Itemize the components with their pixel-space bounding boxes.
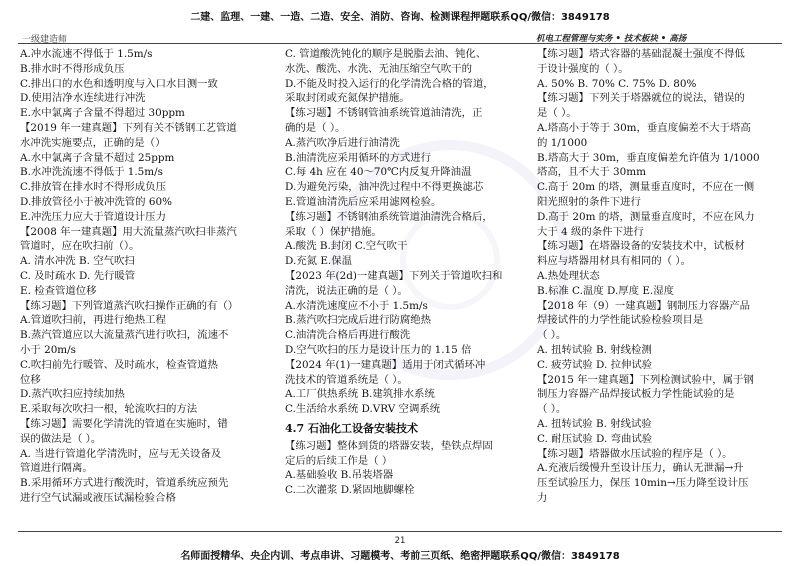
text-line: 阳光照射的条件下进行: [537, 195, 641, 208]
text-line: A.充液后缓慢升至设计压力，确认无泄漏→升: [537, 462, 744, 475]
text-line: A. 扭转试验 B. 射线试验: [537, 417, 652, 430]
text-line: A. 扭转试验 B. 射线检测: [537, 343, 652, 356]
text-line: B.塔高大于 30m，垂直度偏差允许值为 1/1000: [537, 151, 760, 164]
text-line: A. 当进行管道化学清洗时，应与无关设备及: [20, 447, 222, 460]
text-line: C.油清洗合格后再进行酸洗: [285, 329, 411, 342]
text-line: （ ）。: [537, 329, 567, 342]
text-line: A.水中氯离子含量不超过 25ppm: [20, 151, 175, 164]
text-line: 【2015 年一建真题】下列检测试验中，属于钢: [537, 373, 754, 386]
text-line: 【练习题】下列关于塔器就位的说法，错误的: [537, 92, 745, 105]
text-line: 水冲洗实施要点，正确的是（）: [20, 136, 166, 149]
text-line: 【练习题】下列管道蒸汽吹扫操作正确的有（）: [20, 299, 239, 312]
text-line: 料应与塔器用材具有相同的（ ）。: [537, 255, 691, 268]
text-line: D.不能及时投入运行的化学清洗合格的管道，: [285, 77, 494, 90]
text-line: C.生活给水系统 D.VRV 空调系统: [285, 403, 441, 416]
text-line: C. 及时疏水 D. 先行暖管: [20, 269, 136, 282]
text-line: 清洗，说法正确的是（ ）。: [285, 284, 408, 297]
text-line: C.排放管在排水时不得形成负压: [20, 181, 166, 194]
text-line: B.水冲洗流速不得低于 1.5m/s: [20, 166, 163, 179]
text-line: C.排出口的水色和透明度与入口水目测一致: [20, 77, 218, 90]
text-line: A.冲水流速不得低于 1.5m/s: [20, 48, 153, 60]
text-line: 【练习题】整体到货的塔器安装，垫铁点焊固: [285, 439, 493, 452]
text-line: A. 清水冲洗 B. 空气吹扫: [20, 255, 135, 268]
text-line: C. 疲劳试验 D. 拉伸试验: [537, 358, 653, 371]
text-line: A.基础验收 B.吊装塔器: [285, 469, 394, 482]
text-line: E.管道油清洗后应采用滤网检验。: [285, 195, 442, 208]
text-line: B.蒸汽管道应以大流量蒸汽进行吹扫，流速不: [20, 329, 229, 342]
text-line: E.采取每次吹扫一根，轮流吹扫的方法: [20, 403, 198, 416]
text-line: 【练习题】不锈钢油系统管道油清洗合格后，: [285, 210, 493, 223]
text-line: A.热处理状态: [537, 269, 600, 282]
text-line: 洗技术的管道系统是（ ）。: [285, 373, 408, 386]
text-line: E.冲洗压力应大于管道设计压力: [20, 210, 166, 223]
text-line: 塔高，且不大于 30mm: [537, 166, 646, 179]
text-line: D.空气吹扫的压力是设计压力的 1.15 倍: [285, 343, 472, 356]
bottom-banner: 名师面授精华、央企内训、考点串讲、习题模考、考前三页纸、绝密押题联系QQ/微信：3849178: [180, 551, 620, 562]
text-line: C.二次灌浆 D.紧固地脚螺栓: [285, 484, 415, 497]
middle-column: [285, 47, 533, 498]
text-line: B.采用循环方式进行酸洗时，管道系统应预先: [20, 477, 229, 490]
text-line: 进行空气试漏或液压试漏检验合格: [20, 491, 176, 504]
text-line: 误的做法是（ ）。: [20, 432, 102, 445]
text-line: 【练习题】在塔器设备的安装技术中，试板材: [537, 240, 745, 253]
text-line: A.蒸汽吹净后进行油清洗: [285, 136, 400, 149]
text-line: 【练习题】不锈钢管油系统管道油清洗，正: [285, 107, 483, 120]
text-line: 管道进行隔离。: [20, 462, 93, 475]
text-line: 水洗、酸洗、水洗、无油压缩空气吹干的: [285, 62, 473, 75]
text-line: D.高于 20m 的塔，测量垂直度时，不应在风力: [537, 210, 755, 223]
text-line: 确的是（ ）。: [285, 121, 346, 134]
page-number: 21: [394, 536, 406, 546]
text-line: D.充氮 E.保温: [285, 255, 353, 268]
text-line: 制压力容器产品焊接试板力学性能试验的是: [537, 388, 735, 401]
text-line: B.标准 C.温度 D.厚度 E.湿度: [537, 284, 675, 297]
text-line: C. 耐压试验 D. 弯曲试验: [537, 432, 653, 445]
text-line: A.酸洗 B.封闭 C.空气吹干: [285, 240, 408, 253]
text-line: B.排水时不得形成负压: [20, 62, 125, 75]
text-line: E. 检查管道位移: [20, 284, 97, 297]
text-line: 【练习题】塔式容器的基础混凝土强度不得低: [537, 48, 745, 60]
text-line: 是（ ）。: [537, 107, 577, 120]
text-line: 【练习题】塔器做水压试验的程序是（ ）。: [537, 447, 733, 460]
text-line: 大于 4 级的条件下进行: [537, 225, 644, 238]
text-line: 力: [537, 491, 548, 504]
text-line: C. 管道酸洗钝化的顺序是脱脂去油、钝化、: [285, 48, 487, 60]
text-line: 小于 20m/s: [20, 343, 76, 356]
text-line: A.工厂供热系统 B.建筑排水系统: [285, 388, 435, 401]
text-line: A.水清洗速度应不小于 1.5m/s: [285, 299, 428, 312]
text-line: 压至试验压力，保压 10min→压力降至设计压: [537, 477, 749, 490]
text-line: 【2008 年一建真题】用大流量蒸汽吹扫非蒸汽: [20, 225, 237, 238]
text-line: 焊接试件的力学性能试验检验项目是: [537, 314, 704, 327]
text-line: E.水中氯离子含量不得超过 30ppm: [20, 107, 185, 120]
text-line: B.油清洗应采用循环的方式进行: [285, 151, 432, 164]
top-banner: 二建、监理、一建、一造、二造、安全、消防、咨询、检测课程押题联系QQ/微信：3849178: [190, 12, 610, 23]
left-column: [20, 47, 280, 506]
text-line: 位移: [20, 373, 41, 386]
text-line: B.蒸汽吹扫完成后进行防腐绝热: [285, 314, 432, 327]
text-line: 【2018 年（9）一建真题】钢制压力容器产品: [537, 299, 750, 312]
text-line: 管道时，应在吹扫前（）。: [20, 240, 140, 253]
text-line: D.为避免污染，油冲洗过程中不得更换滤芯: [285, 181, 484, 194]
text-line: 【练习题】需要化学清洗的管道在实施时，错: [20, 417, 228, 430]
right-column: [537, 47, 787, 506]
text-line: 的 1/1000: [537, 136, 588, 149]
text-line: C.吹扫前先行暖管、及时疏水，检查管道热: [20, 358, 218, 371]
footer-rule: [18, 531, 782, 532]
text-line: C.高于 20m 的塔，测量垂直度时，不应在一侧: [537, 181, 755, 194]
text-line: D.蒸汽吹扫应持续加热: [20, 388, 125, 401]
text-line: A. 50% B. 70% C. 75% D. 80%: [537, 77, 697, 90]
text-line: D.使用洁净水连续进行冲洗: [20, 92, 146, 105]
text-line: A.塔高小于等于 30m，垂直度偏差不大于塔高: [537, 121, 751, 134]
text-line: 【2019 年一建真题】下列有关不锈钢工艺管道: [20, 121, 237, 134]
header-left: 一级建造师: [22, 35, 68, 45]
text-line: 采取（ ）保护措施。: [285, 225, 382, 238]
text-line: 【2024 年(1)一建真题】适用于闭式循环冲: [285, 358, 486, 371]
header-right: 机电工程管理与实务 • 技术板块 • 高扬: [536, 34, 687, 44]
section-heading: 4.7 石油化工设备安装技术: [285, 421, 418, 435]
header-rule: [18, 43, 782, 44]
text-line: 采取封闭或充氮保护措施。: [285, 92, 410, 105]
text-line: 定后的后续工作是（ ）: [285, 454, 393, 467]
text-line: C.每 4h 应在 40～70℃内反复升降油温: [285, 166, 472, 179]
text-line: 于设计强度的（ ）。: [537, 62, 629, 75]
text-line: 【2023 年(2d)一建真题】下列关于管道吹扫和: [285, 269, 503, 282]
text-line: A.管道吹扫前，再进行绝热工程: [20, 314, 166, 327]
text-line: D.排放管径小于被冲洗管的 60%: [20, 195, 172, 208]
text-line: （ ）。: [537, 403, 567, 416]
